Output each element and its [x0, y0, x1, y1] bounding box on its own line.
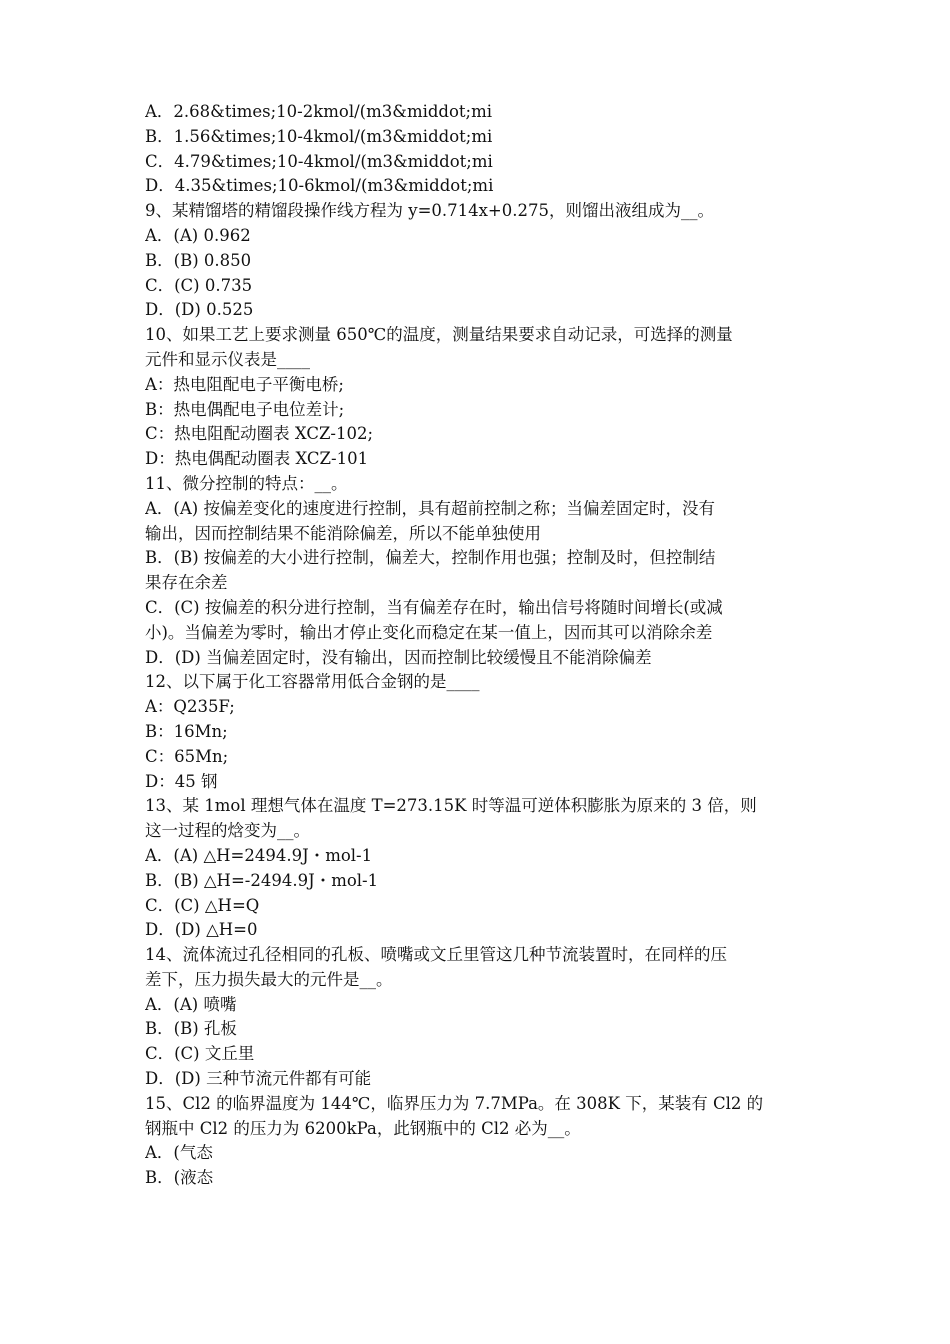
text-line: A：Q235F;: [145, 697, 235, 717]
text-line: D．4.35&times;10-6kmol/(m3&middot;mi: [145, 176, 494, 196]
text-line: 10、如果工艺上要求测量 650℃的温度，测量结果要求自动记录，可选择的测量: [145, 325, 733, 345]
text-line: C：65Mn;: [145, 746, 229, 766]
text-line: 差下，压力损失最大的元件是__。: [145, 969, 393, 989]
text-line: A．2.68&times;10-2kmol/(m3&middot;mi: [145, 102, 493, 121]
text-line: 11、微分控制的特点：__。: [145, 473, 348, 493]
text-line: 小)。当偏差为零时，输出才停止变化而稳定在某一值上，因而其可以消除余差: [145, 622, 713, 642]
text-line: D．(D) △H=0: [145, 920, 258, 940]
text-line: C．(C) 0.735: [145, 275, 253, 295]
text-line: C：热电阻配动圈表 XCZ-102;: [145, 424, 374, 444]
text-line: 这一过程的焓变为__。: [145, 821, 310, 841]
text-line: 钢瓶中 Cl2 的压力为 6200kPa，此钢瓶中的 Cl2 必为__。: [145, 1118, 581, 1138]
text-line: B．(B) 按偏差的大小进行控制，偏差大，控制作用也强；控制及时，但控制结: [145, 548, 716, 568]
text-line: 13、某 1mol 理想气体在温度 T=273.15K 时等温可逆体积膨胀为原来的 3 倍，则: [145, 796, 757, 816]
text-line: A．(A) 按偏差变化的速度进行控制，具有超前控制之称；当偏差固定时，没有: [145, 498, 715, 518]
text-line: A．(A) 喷嘴: [145, 994, 237, 1014]
text-line: D．(D) 当偏差固定时，没有输出，因而控制比较缓慢且不能消除偏差: [145, 647, 652, 667]
text-line: C．4.79&times;10-4kmol/(m3&middot;mi: [145, 151, 493, 171]
text-line: D．(D) 0.525: [145, 300, 254, 320]
text-line: D：热电偶配动圈表 XCZ-101: [145, 449, 369, 469]
text-line: B：16Mn;: [145, 721, 228, 741]
text-line: C．(C) △H=Q: [145, 895, 260, 915]
document-page: [145, 100, 807, 1191]
text-line: 果存在余差: [145, 573, 228, 593]
text-line: A：热电阻配电子平衡电桥;: [145, 374, 344, 394]
text-line: D．(D) 三种节流元件都有可能: [145, 1069, 372, 1089]
text-line: D：45 钢: [145, 771, 218, 791]
text-line: 14、流体流过孔径相同的孔板、喷嘴或文丘里管这几种节流装置时，在同样的压: [145, 945, 727, 965]
text-line: 9、某精馏塔的精馏段操作线方程为 y=0.714x+0.275，则馏出液组成为__。: [145, 201, 714, 221]
text-line: B．(B) 0.850: [145, 250, 252, 270]
text-line: A．(气态: [145, 1143, 213, 1163]
text-line: A．(A) 0.962: [145, 225, 251, 245]
text-line: B：热电偶配电子电位差计;: [145, 399, 345, 419]
text-line: 输出，因而控制结果不能消除偏差，所以不能单独使用: [145, 523, 541, 543]
text-line: C．(C) 按偏差的积分进行控制，当有偏差存在时，输出信号将随时间增长(或减: [145, 597, 723, 617]
text-line: A．(A) △H=2494.9J・mol-1: [145, 845, 373, 865]
text-line: B．1.56&times;10-4kmol/(m3&middot;mi: [145, 126, 493, 146]
text-line: 12、以下属于化工容器常用低合金钢的是____: [145, 672, 480, 692]
text-line: 元件和显示仪表是____: [145, 349, 310, 369]
text-line: B．(B) △H=-2494.9J・mol-1: [145, 870, 379, 890]
text-line: B．(液态: [145, 1168, 214, 1188]
text-line: C．(C) 文丘里: [145, 1044, 255, 1064]
text-line: B．(B) 孔板: [145, 1019, 237, 1039]
text-line: 15、Cl2 的临界温度为 144℃，临界压力为 7.7MPa。在 308K 下，某装有 Cl2 的: [145, 1093, 764, 1113]
